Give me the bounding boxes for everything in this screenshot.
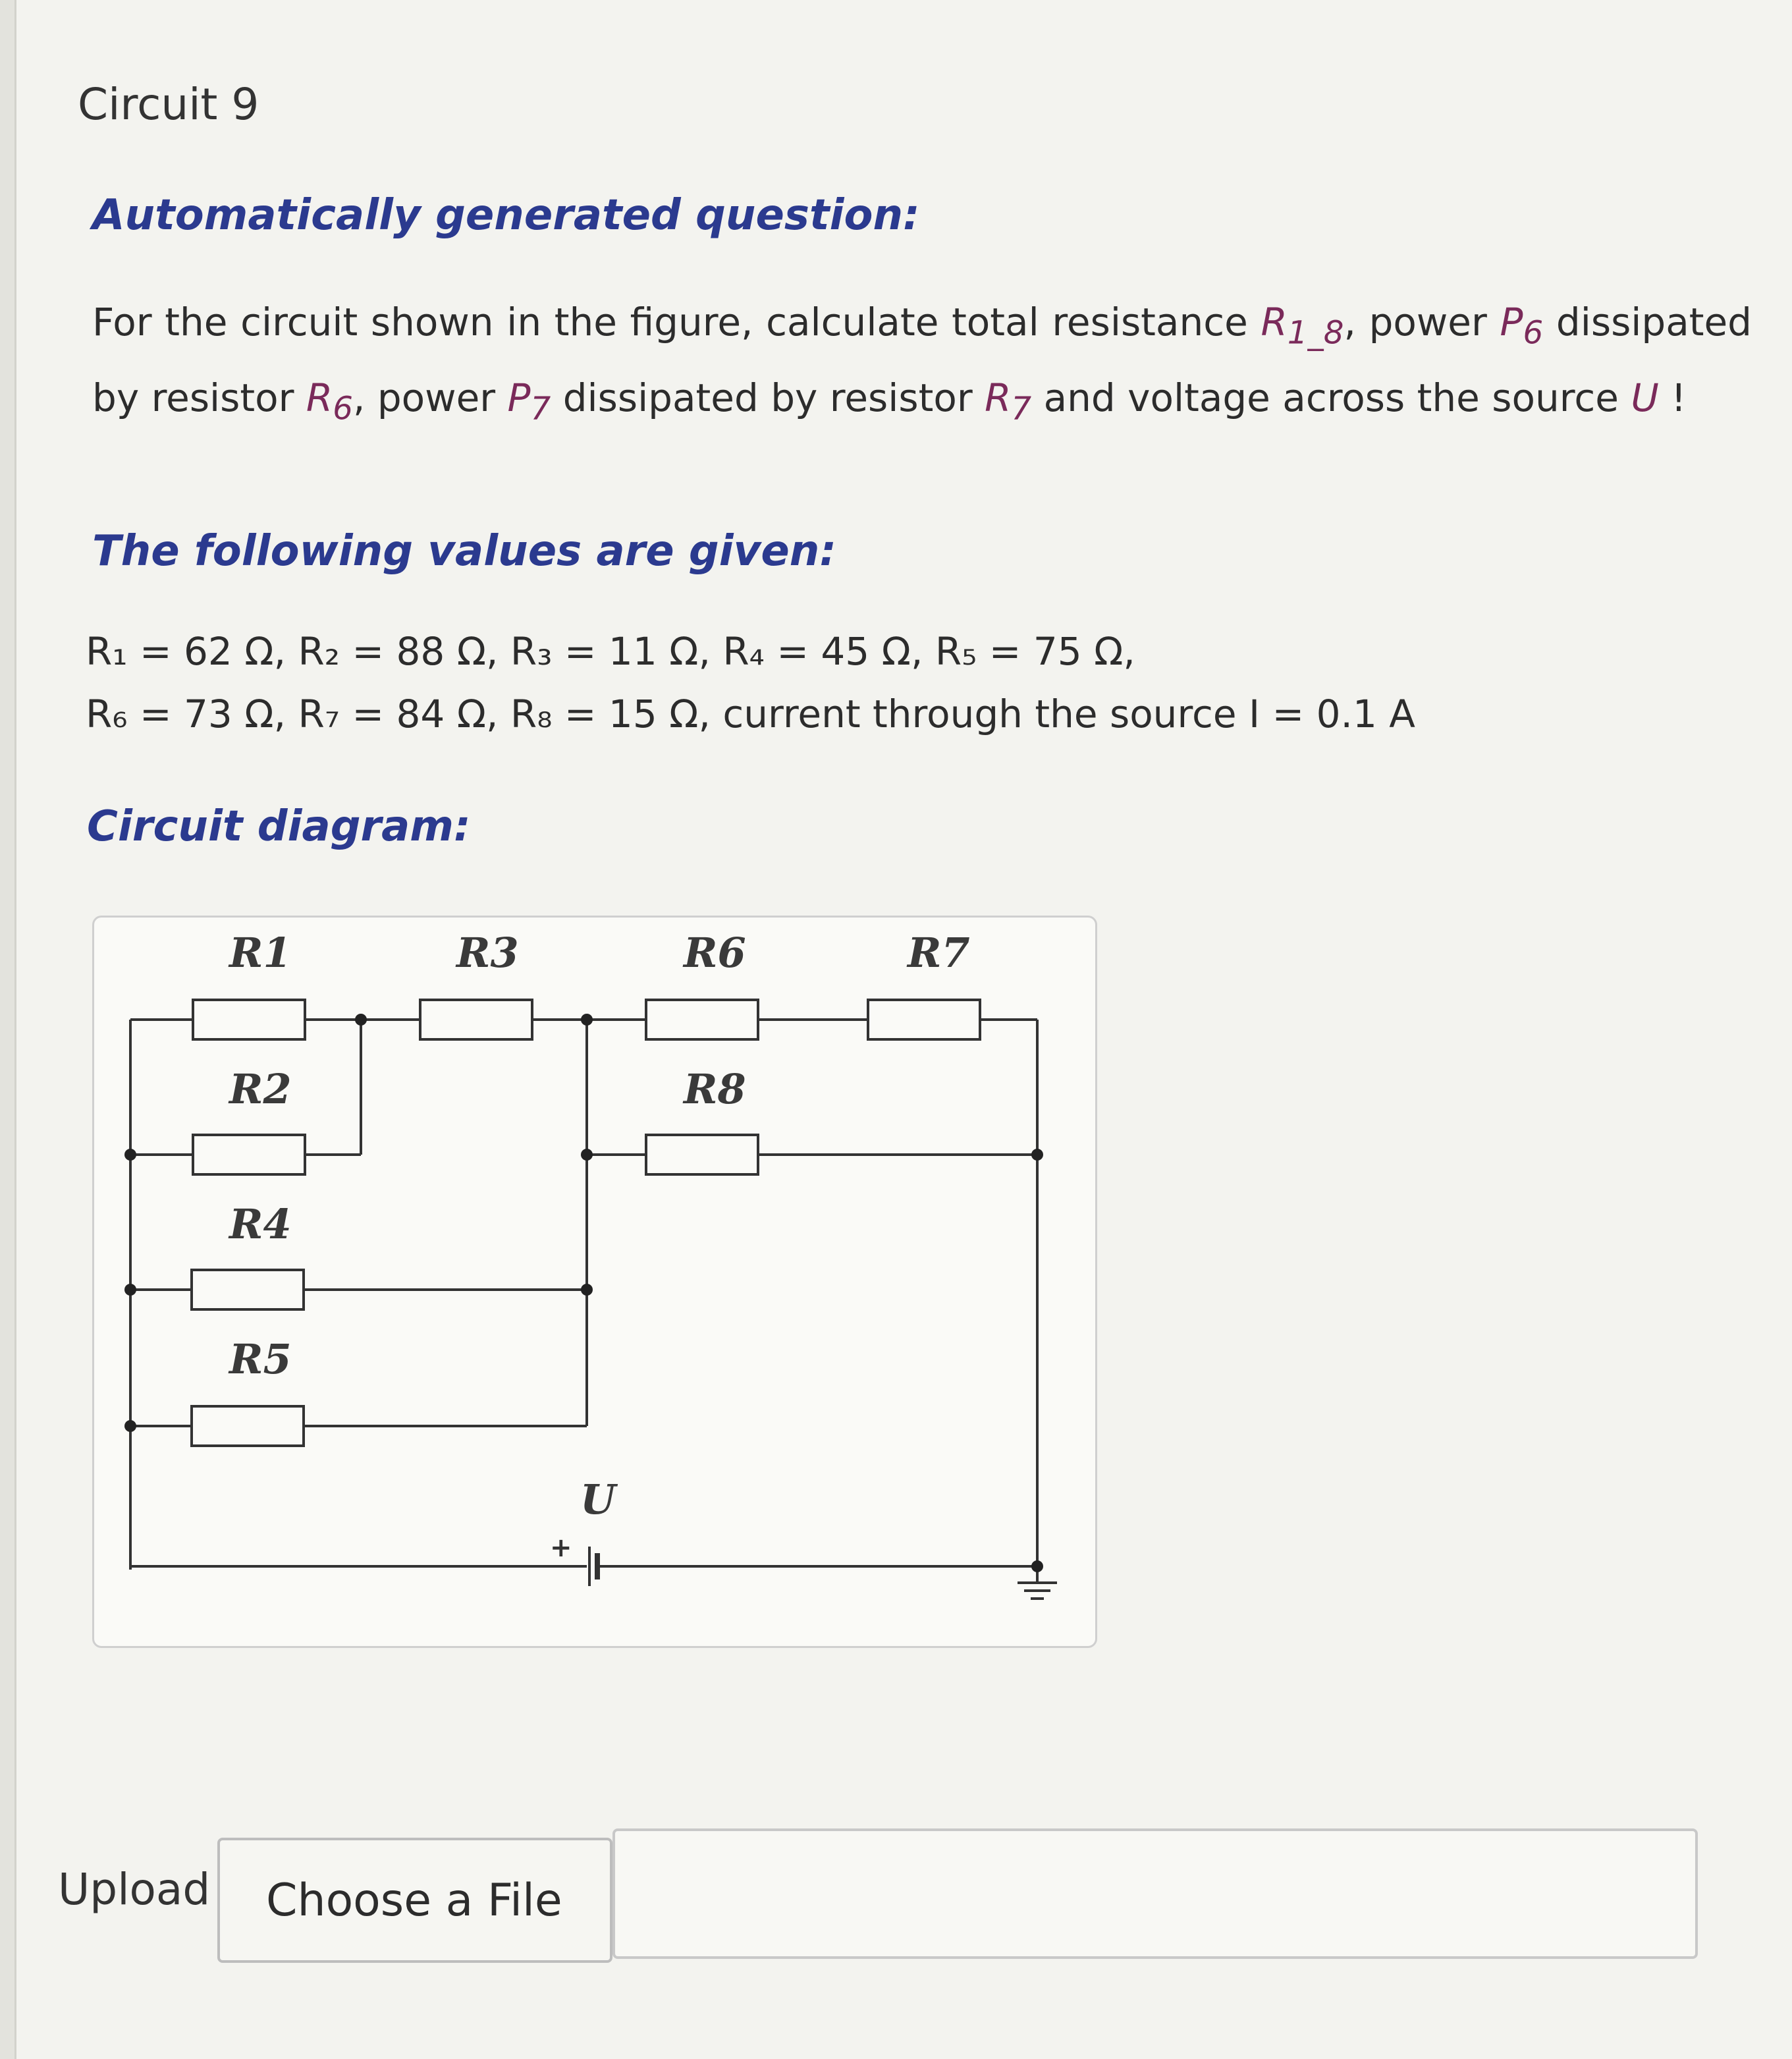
resistor-r2	[193, 1135, 305, 1174]
label-r3: R3	[456, 929, 519, 977]
page-title: Circuit 9	[78, 79, 259, 130]
resistor-r1	[193, 1000, 305, 1039]
resistor-r3	[420, 1000, 532, 1039]
label-plus: +	[550, 1533, 572, 1563]
given-values-line-2: R₆ = 73 Ω, R₇ = 84 Ω, R₈ = 15 Ω, current through the source I = 0.1 A	[86, 692, 1415, 736]
label-u: U	[580, 1475, 616, 1524]
circuit-svg	[94, 918, 1095, 1646]
voltage-source-icon	[589, 1547, 597, 1586]
label-r1: R1	[229, 929, 292, 977]
label-r8: R8	[684, 1065, 746, 1113]
circuit-diagram	[92, 916, 1097, 1648]
left-edge	[0, 0, 16, 2059]
diagram-heading: Circuit diagram:	[87, 802, 471, 851]
label-r5: R5	[229, 1335, 292, 1383]
resistor-r7	[868, 1000, 980, 1039]
upload-label: Upload	[58, 1864, 211, 1915]
label-r2: R2	[229, 1065, 292, 1113]
resistor-r4	[192, 1270, 304, 1309]
label-r7: R7	[908, 929, 970, 977]
given-values-line-1: R₁ = 62 Ω, R₂ = 88 Ω, R₃ = 11 Ω, R₄ = 45 Ω, R₅ = 75 Ω,	[86, 629, 1135, 674]
choose-file-button[interactable]: Choose a File	[217, 1838, 612, 1963]
question-heading: Automatically generated question:	[92, 191, 920, 240]
question-text: For the circuit shown in the figure, calculate total resistance $R_{1\_8}$, power $P_6$ dissipated by resistor $R_6$, power $P_7$ dissipated by resistor $R_7$ and voltage across the source U !	[92, 300, 1752, 427]
resistor-r8	[646, 1135, 758, 1174]
label-r4: R4	[229, 1200, 292, 1248]
resistor-r5	[192, 1406, 304, 1446]
label-r6: R6	[684, 929, 746, 977]
resistor-r6	[646, 1000, 758, 1039]
given-heading: The following values are given:	[92, 527, 836, 576]
file-name-field[interactable]	[612, 1828, 1698, 1959]
